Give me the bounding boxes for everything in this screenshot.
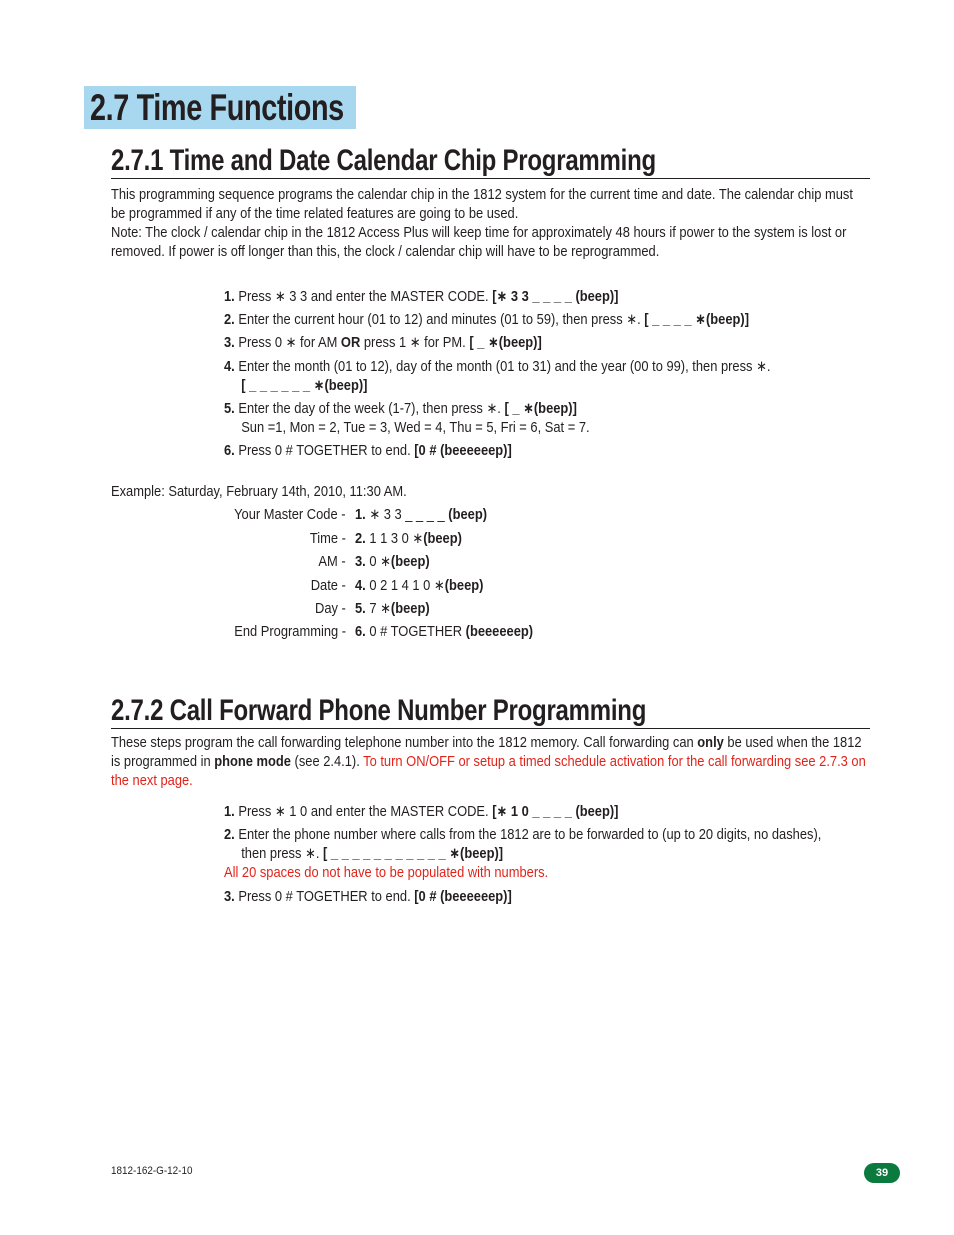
step-1: 1. Press ∗ 1 0 and enter the MASTER CODE. [∗ 1 0 _ _ _ _ (beep)] (224, 803, 619, 820)
example-row: End Programming - 6. 0 # TOGETHER (beeeeeep) (234, 623, 534, 640)
example-row: Time - 2. 1 1 3 0 ∗(beep) (309, 530, 462, 547)
section-heading-call-forward: 2.7.2 Call Forward Phone Number Programming (111, 694, 870, 729)
step-5: 5. Enter the day of the week (1-7), then press ∗. [ _ ∗(beep)] Sun =1, Mon = 2, Tue = 3, Wed = 4, Thu = 5, Fri = 6, Sat = 7. (224, 400, 590, 436)
example-intro: Example: Saturday, February 14th, 2010, 11:30 AM. (111, 483, 407, 500)
intro-paragraph: This programming sequence programs the calendar chip in the 1812 system for the current time and date. The calendar chip must be programmed if any of the time related features are going to be used. (111, 186, 853, 222)
step-1: 1. Press ∗ 3 3 and enter the MASTER CODE. [∗ 3 3 _ _ _ _ (beep)] (224, 288, 619, 305)
example-row: Your Master Code - 1. ∗ 3 3 _ _ _ _ (beep) (234, 506, 488, 523)
step-2: 2. Enter the phone number where calls from the 1812 are to be forwarded to (up to 20 digits, no dashes), then press ∗. [ _ _ _ _ _ _ _ _ _ _ _ ∗(beep)] All 20 spaces do not have to be populated with numbers. (224, 826, 822, 881)
example-row: Date - 4. 0 2 1 4 1 0 ∗(beep) (310, 577, 484, 594)
page-title: 2.7 Time Functions (90, 87, 344, 128)
call-forward-steps (224, 802, 884, 906)
step-4: 4. Enter the month (01 to 12), day of the month (01 to 31) and the year (00 to 99), then press ∗. [ _ _ _ _ _ _ ∗(beep)] (224, 358, 771, 394)
page-title-box (84, 86, 356, 129)
step-3: 3. Press 0 # TOGETHER to end. [0 # (beeeeeep)] (224, 888, 512, 905)
example-row: AM - 3. 0 ∗(beep) (318, 553, 430, 570)
section-heading-time-date: 2.7.1 Time and Date Calendar Chip Programming (111, 144, 870, 179)
example-row: Day - 5. 7 ∗(beep) (315, 600, 430, 617)
document-code: 1812-162-G-12-10 (111, 1165, 193, 1177)
spaces-note: All 20 spaces do not have to be populated with numbers. (224, 864, 549, 881)
call-forward-paragraph: These steps program the call forwarding telephone number into the 1812 memory. Call forwarding can only be used when the 1812 is programmed in phone mode (see 2.4.1). To turn ON/OFF or setup a timed schedule activation for the call forwarding see 2.7.3 on the next page. (111, 734, 866, 789)
step-3: 3. Press 0 ∗ for AM OR press 1 ∗ for PM. [ _ ∗(beep)] (224, 334, 542, 351)
note-paragraph: Note: The clock / calendar chip in the 1812 Access Plus will keep time for approximately 48 hours if power to the system is lost or removed. If power is off longer than this, the clock / calendar chip will have to be reprogrammed. (111, 224, 847, 260)
page-number-badge: 39 (864, 1163, 900, 1183)
step-2: 2. Enter the current hour (01 to 12) and minutes (01 to 59), then press ∗. [ _ _ _ _ ∗(beep)] (224, 311, 749, 328)
time-date-steps (224, 287, 884, 460)
step-6: 6. Press 0 # TOGETHER to end. [0 # (beeeeeep)] (224, 442, 512, 459)
cross-reference-link: To turn ON/OFF or setup a timed schedule activation for the call forwarding see 2.7.3 on the next page. (111, 753, 866, 789)
